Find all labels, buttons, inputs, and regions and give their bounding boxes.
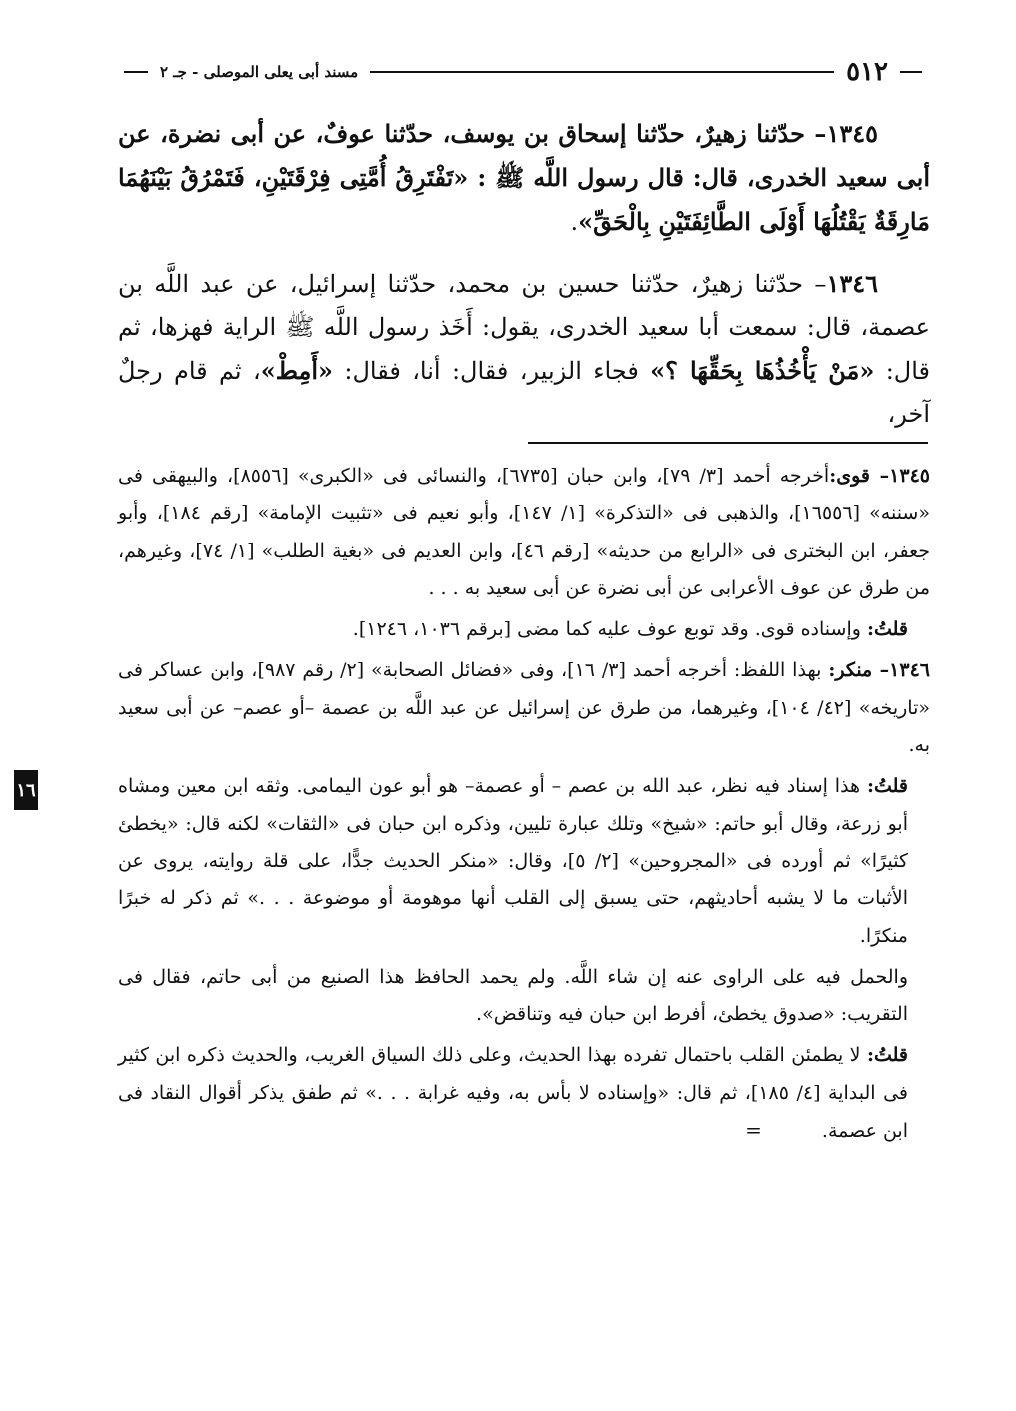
comment-1346-b: [118, 1037, 930, 1150]
hadith-quote: «أَمِطْ»: [260, 356, 334, 385]
footnote-text: بهذا اللفظ: أخرجه أحمد [٣/ ١٦]، وفى «فضائل الصحابة» [٢/ رقم ٩٨٧]، وابن عساكر فى «تاريخه» [٤٢/ ١٠٤]، وغيرهما، من طرق عن إسرائيل عن عبد اللَّه بن عصمة –أو عصم– عن أبى سعيد به.: [118, 659, 930, 757]
footnote-text: أخرجه أحمد [٣/ ٧٩]، وابن حبان [٦٧٣٥]، والنسائى فى «الكبرى» [٨٥٥٦]، والبيهقى فى «سننه» [١٦٥٥٦]، والذهبى فى «التذكرة» [١/ ١٤٧]، وأبو نعيم فى «تثبيت الإمامة» [رقم ١٨٤]، وأبو جعفر، ابن البخترى فى «الرابع من حديثه» [رقم ٤٦]، وابن العديم فى «بغية الطلب» [١/ ٧٤]، وغيرهم، من طرق عن عوف الأعرابى عن أبى نضرة عن أبى سعيد به . . .: [118, 465, 930, 599]
comment-text: وإسناده قوى. وقد توبع عوف عليه كما مضى [برقم ١٠٣٦، ١٢٤٦].: [352, 618, 867, 641]
page-number: ٥١٢: [846, 57, 888, 87]
page-header: [118, 52, 928, 92]
footnote-lead: ١٣٤٥– قوى:: [829, 465, 930, 487]
comment-lead: قلتُ:: [866, 1044, 908, 1067]
hadith-text: ، ثم قام رجلٌ آخر،: [118, 357, 930, 428]
hadith-1346: [118, 262, 930, 436]
side-thumb-tab: ١٦: [14, 770, 38, 810]
footnote-1345: [118, 458, 930, 607]
comment-lead: قلتُ:: [866, 618, 908, 641]
running-title: مسند أبى يعلى الموصلى - جـ ٢: [160, 63, 359, 81]
hadith-text: فجاء الزبير، فقال: أنا، فقال:: [333, 357, 651, 385]
comment-text: لا يطمئن القلب باحتمال تفرده بهذا الحديث، وعلى ذلك السياق الغريب، والحديث ذكره ابن كثير فى البداية [٤/ ١٨٥]، ثم قال: «وإسناده لا بأس به، وفيه غرابة . . .» ثم طفق يذكر أقوال النقاد فى ابن عصمة.: [118, 1044, 908, 1143]
hadith-quote: «مَنْ يَأْخُذُهَا بِحَقِّهَا ؟»: [650, 356, 875, 385]
hadith-matn: «تَفْتَرِقُ أُمَّتِى فِرْقَتَيْنِ، فَتَمْرُقُ بَيْنَهُمَا مَارِقَةٌ يَقْتُلُهَا أَوْلَى الطَّائِفَتَيْنِ بِالْحَقِّ»: [118, 163, 930, 236]
footnotes: [118, 458, 930, 1150]
comment-1345: [118, 611, 930, 648]
continuation-mark: =: [745, 1118, 762, 1143]
paragraph-haml: والحمل فيه على الراوى عنه إن شاء اللَّه. ولم يحمد الحافظ هذا الصنيع من أبى حاتم، فقال فى التقريب: «صدوق يخطئ، أفرط ابن حبان فيه وتناقض».: [118, 965, 908, 1026]
header-rule-left: [124, 71, 148, 73]
hadith-number: ١٣٤٥: [826, 119, 878, 148]
main-text: [118, 112, 930, 454]
header-rule-right: [900, 71, 922, 73]
hadith-end: .: [570, 208, 579, 236]
comment-text: هذا إسناد فيه نظر، عبد الله بن عصم – أو عصمة– هو أبو عون اليمامى. وثقه ابن معين ومشاه أبو زرعة، وقال أبو حاتم: «شيخ» وتلك عبارة تليين، وذكره ابن حبان فى «الثقات» لكنه قال: «يخطئ كثيرًا» ثم أورده فى «المجروحين» [٢/ ٥]، وقال: «منكر الحديث جدًّا، على قلة روايته، يروى عن الأثبات ما لا يشبه أحاديثهم، حتى يسبق إلى القلب أنها موهومة أو موضوعة . . .» ثم ذكر له خبرًا منكرًا.: [118, 775, 908, 947]
hadith-isnad: – حدّثنا زهيرٌ، حدّثنا حسين بن محمد، حدّثنا إسرائيل، عن عبد اللَّه بن عصمة، قال: سمعت أبا سعيد الخدرى، يقول: أَخَذ رسول اللَّه ﷺ الراية فهزها، ثم قال:: [118, 270, 931, 385]
footnote-1346: [118, 652, 930, 764]
comment-1346-a: [118, 768, 930, 954]
hadith-1345: [118, 112, 930, 244]
hadith-isnad: – حدّثنا زهيرٌ، حدّثنا إسحاق بن يوسف، حدّثنا عوفٌ، عن أبى نضرة، عن أبى سعيد الخدرى، قال: قال رسول اللَّه ﷺ :: [118, 119, 930, 192]
hadith-number: ١٣٤٦: [826, 269, 878, 298]
footnote-separator: [528, 442, 928, 444]
header-rule-middle: [370, 71, 834, 73]
footnote-lead: ١٣٤٦– منكر:: [828, 659, 930, 682]
comment-lead: قلتُ:: [866, 775, 908, 798]
